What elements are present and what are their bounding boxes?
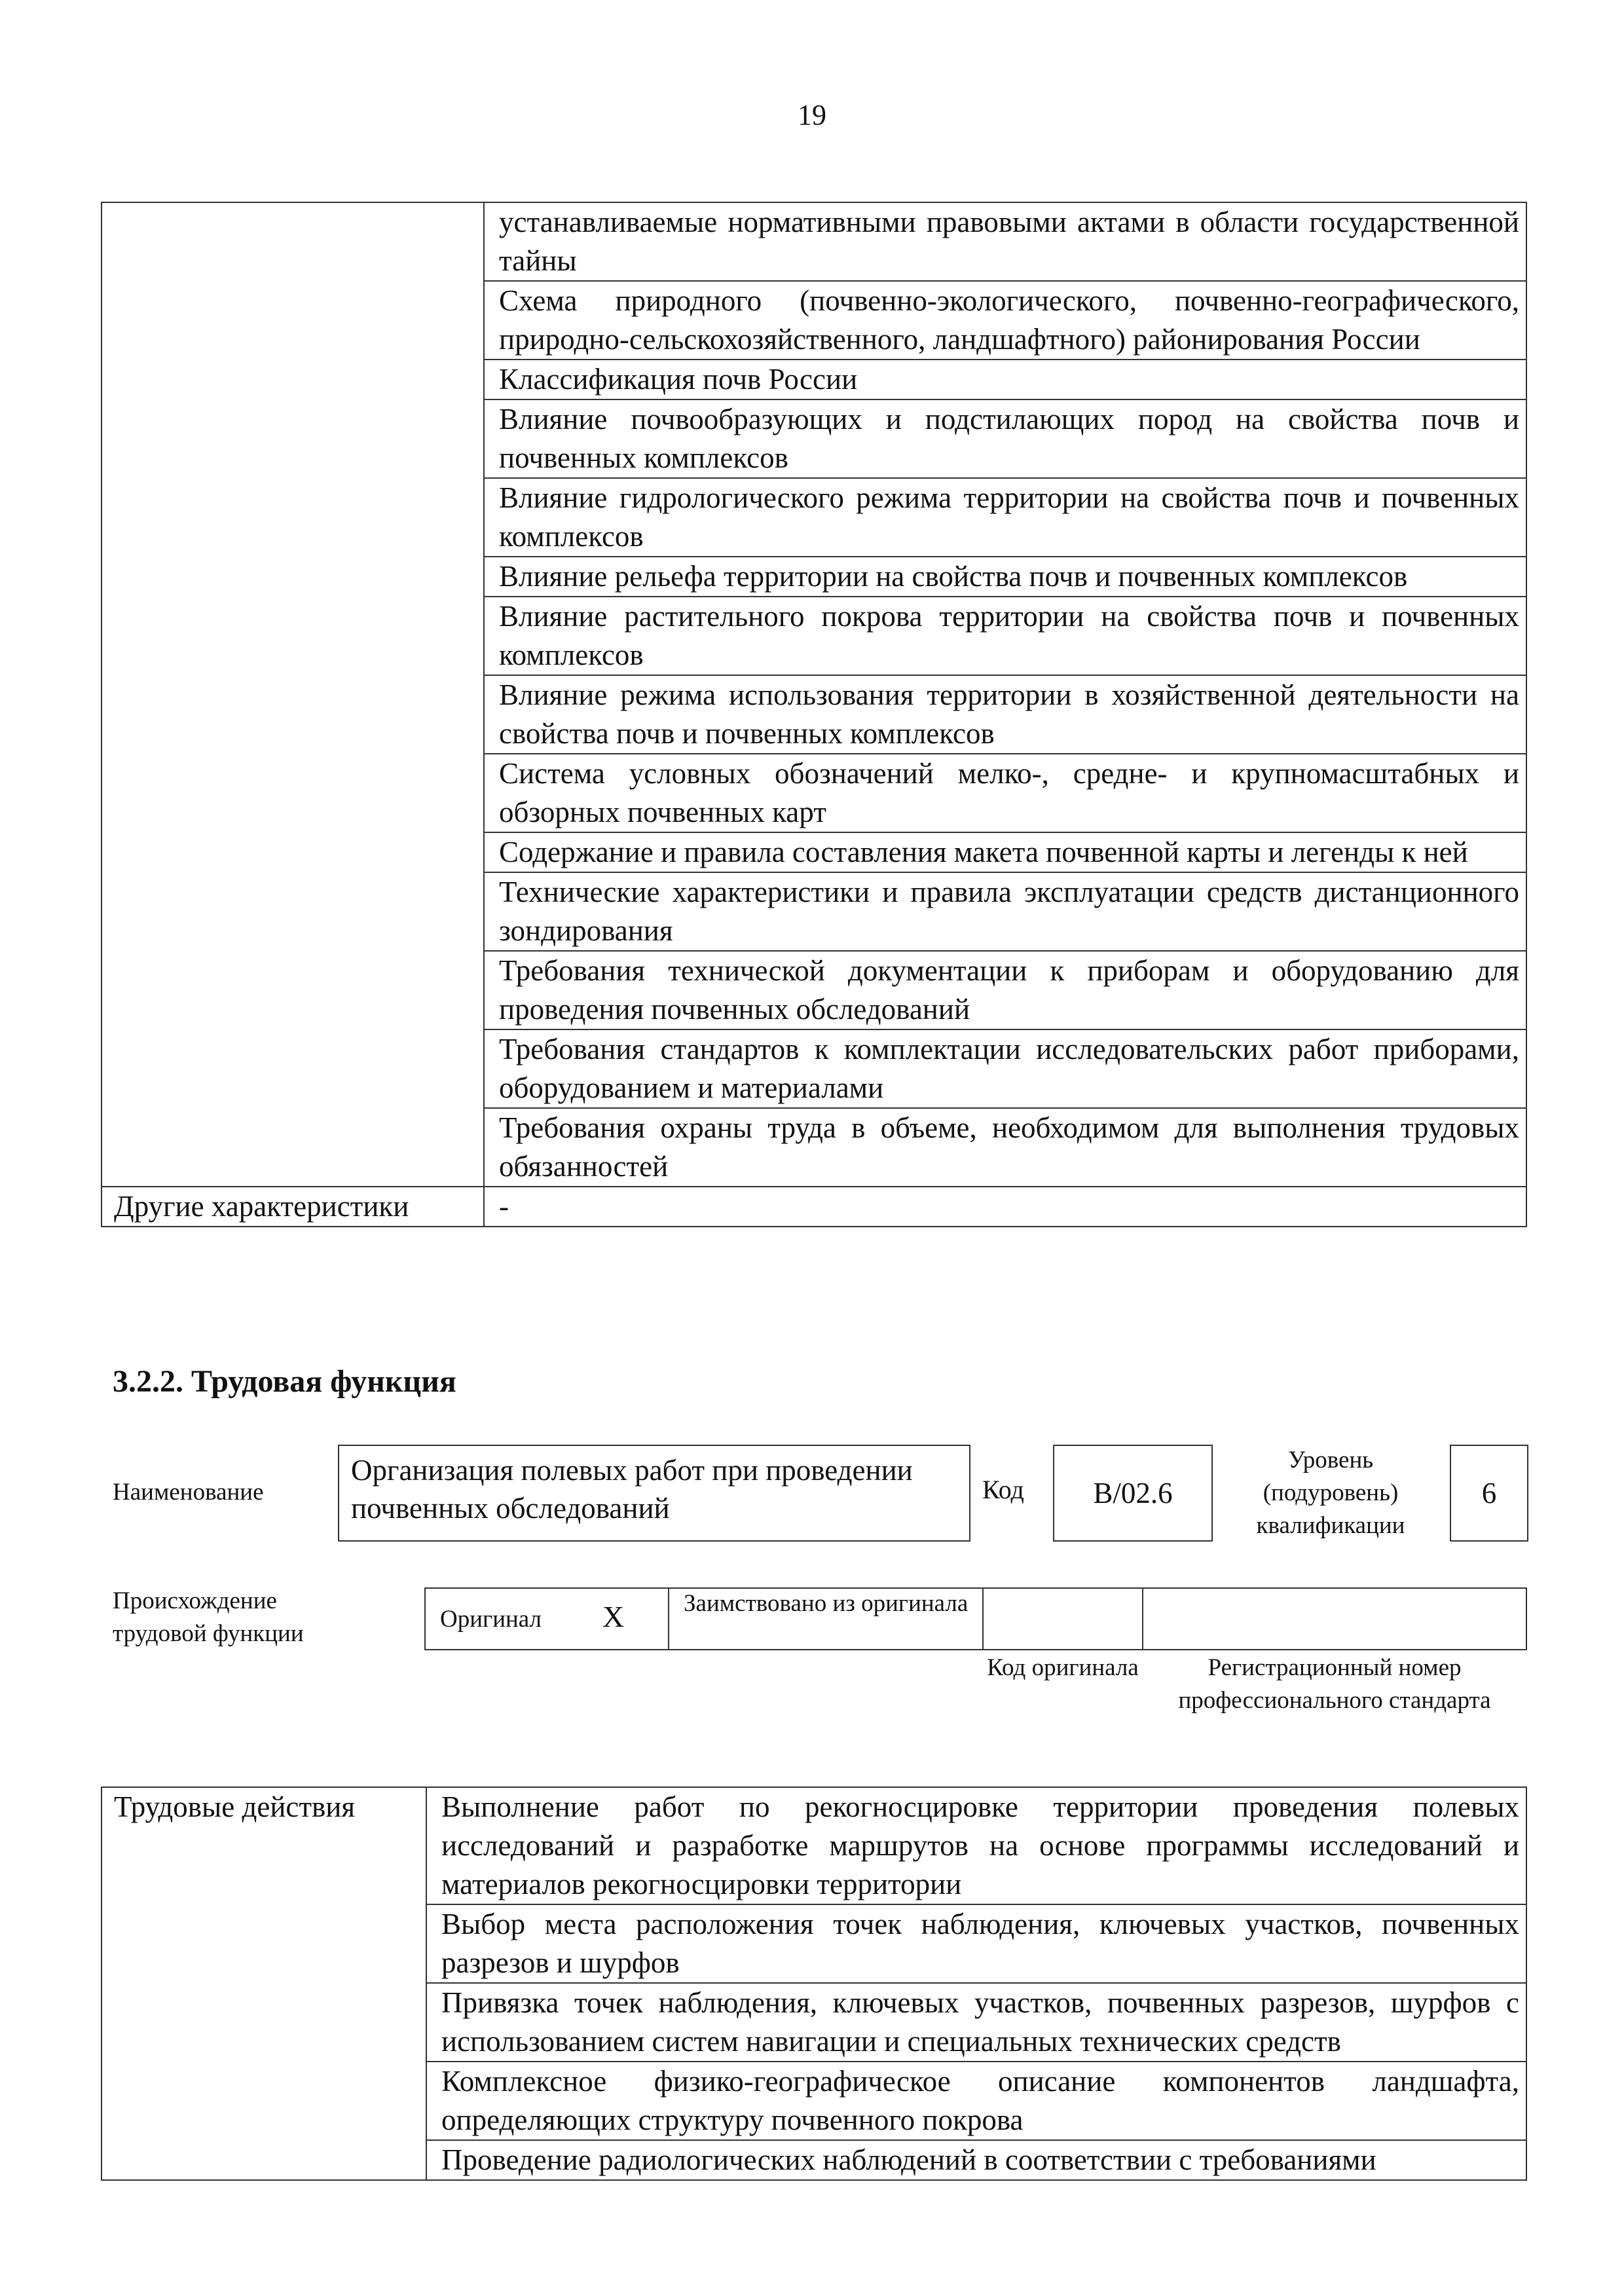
knowledge-item: Влияние почвообразующих и подстилающих пород на свойства почв и почвенных комплексов — [484, 399, 1526, 478]
other-characteristics-row — [101, 1187, 1526, 1227]
original-cell — [424, 1587, 669, 1650]
knowledge-item: Технические характеристики и правила эксплуатации средств дистанционного зондирования — [484, 872, 1526, 951]
knowledge-item: Влияние гидрологического режима территории на свойства почв и почвенных комплексов — [484, 478, 1526, 557]
knowledge-item: Содержание и правила составления макета почвенной карты и легенды к ней — [484, 832, 1526, 872]
code-value-box: B/02.6 — [1053, 1445, 1213, 1542]
function-name-box: Организация полевых работ при проведении почвенных обследований — [338, 1445, 970, 1542]
original-code-cell — [982, 1587, 1143, 1650]
page-number: 19 — [798, 99, 826, 131]
knowledge-item: устанавливаемые нормативными правовыми актами в области государственной тайны — [484, 202, 1526, 281]
borrowed-label: Заимствовано из оригинала — [684, 1590, 969, 1617]
original-mark: X — [602, 1600, 625, 1633]
action-item: Комплексное физико-географическое описание компонентов ландшафта, определяющих структуру почвенного покрова — [426, 2062, 1526, 2140]
action-item: Выбор места расположения точек наблюдения, ключевых участков, почвенных разрезов и шурфов — [426, 1904, 1526, 1983]
section-heading: 3.2.2. Трудовая функция — [113, 1364, 456, 1399]
knowledge-item: Требования охраны труда в объеме, необходимом для выполнения трудовых обязанностей — [484, 1108, 1526, 1187]
code-caption: Код оригинала — [987, 1654, 1139, 1681]
knowledge-left-cell — [101, 202, 484, 1187]
knowledge-table — [101, 202, 1527, 1227]
knowledge-item: Требования технической документации к приборам и оборудованию для проведения почвенных обследований — [484, 951, 1526, 1029]
knowledge-item: Влияние растительного покрова территории на свойства почв и почвенных комплексов — [484, 597, 1526, 675]
actions-label: Трудовые действия — [101, 1787, 426, 2180]
origin-label: Происхождение трудовой функции — [113, 1587, 304, 1647]
level-value-box: 6 — [1450, 1445, 1528, 1542]
actions-table — [101, 1787, 1527, 2181]
action-row — [101, 1787, 1526, 1904]
action-item: Проведение радиологических наблюдений в соответствии с требованиями — [426, 2140, 1526, 2180]
knowledge-item: Классификация почв России — [484, 360, 1526, 399]
knowledge-item: Влияние рельефа территории на свойства почв и почвенных комплексов — [484, 557, 1526, 597]
other-characteristics-value: - — [484, 1187, 1526, 1227]
action-item: Привязка точек наблюдения, ключевых участков, почвенных разрезов, шурфов с использованием систем навигации и специальных технических средств — [426, 1983, 1526, 2062]
reg-caption: Регистрационный номер профессионального стандарта — [1178, 1654, 1491, 1714]
knowledge-item: Требования стандартов к комплектации исследовательских работ приборами, оборудованием и материалами — [484, 1029, 1526, 1108]
origin-row — [424, 1587, 1527, 1650]
code-label: Код — [982, 1475, 1024, 1504]
borrowed-cell — [668, 1587, 984, 1650]
knowledge-row — [101, 202, 1526, 281]
knowledge-item: Схема природного (почвенно-экологического, почвенно-географического, природно-сельскохозяйственного, ландшафтного) районирования России — [484, 281, 1526, 360]
reg-number-cell — [1142, 1587, 1527, 1650]
level-label: Уровень (подуровень) квалификации — [1256, 1447, 1405, 1539]
action-item: Выполнение работ по рекогносцировке территории проведения полевых исследований и разработке маршрутов на основе программы исследований и материалов рекогносцировки территории — [426, 1787, 1526, 1904]
name-label: Наименование — [113, 1479, 264, 1506]
knowledge-item: Система условных обозначений мелко-, средне- и крупномасштабных и обзорных почвенных карт — [484, 754, 1526, 832]
other-characteristics-label: Другие характеристики — [101, 1187, 484, 1227]
original-label: Оригинал — [440, 1606, 542, 1633]
knowledge-item: Влияние режима использования территории в хозяйственной деятельности на свойства почв и почвенных комплексов — [484, 675, 1526, 754]
